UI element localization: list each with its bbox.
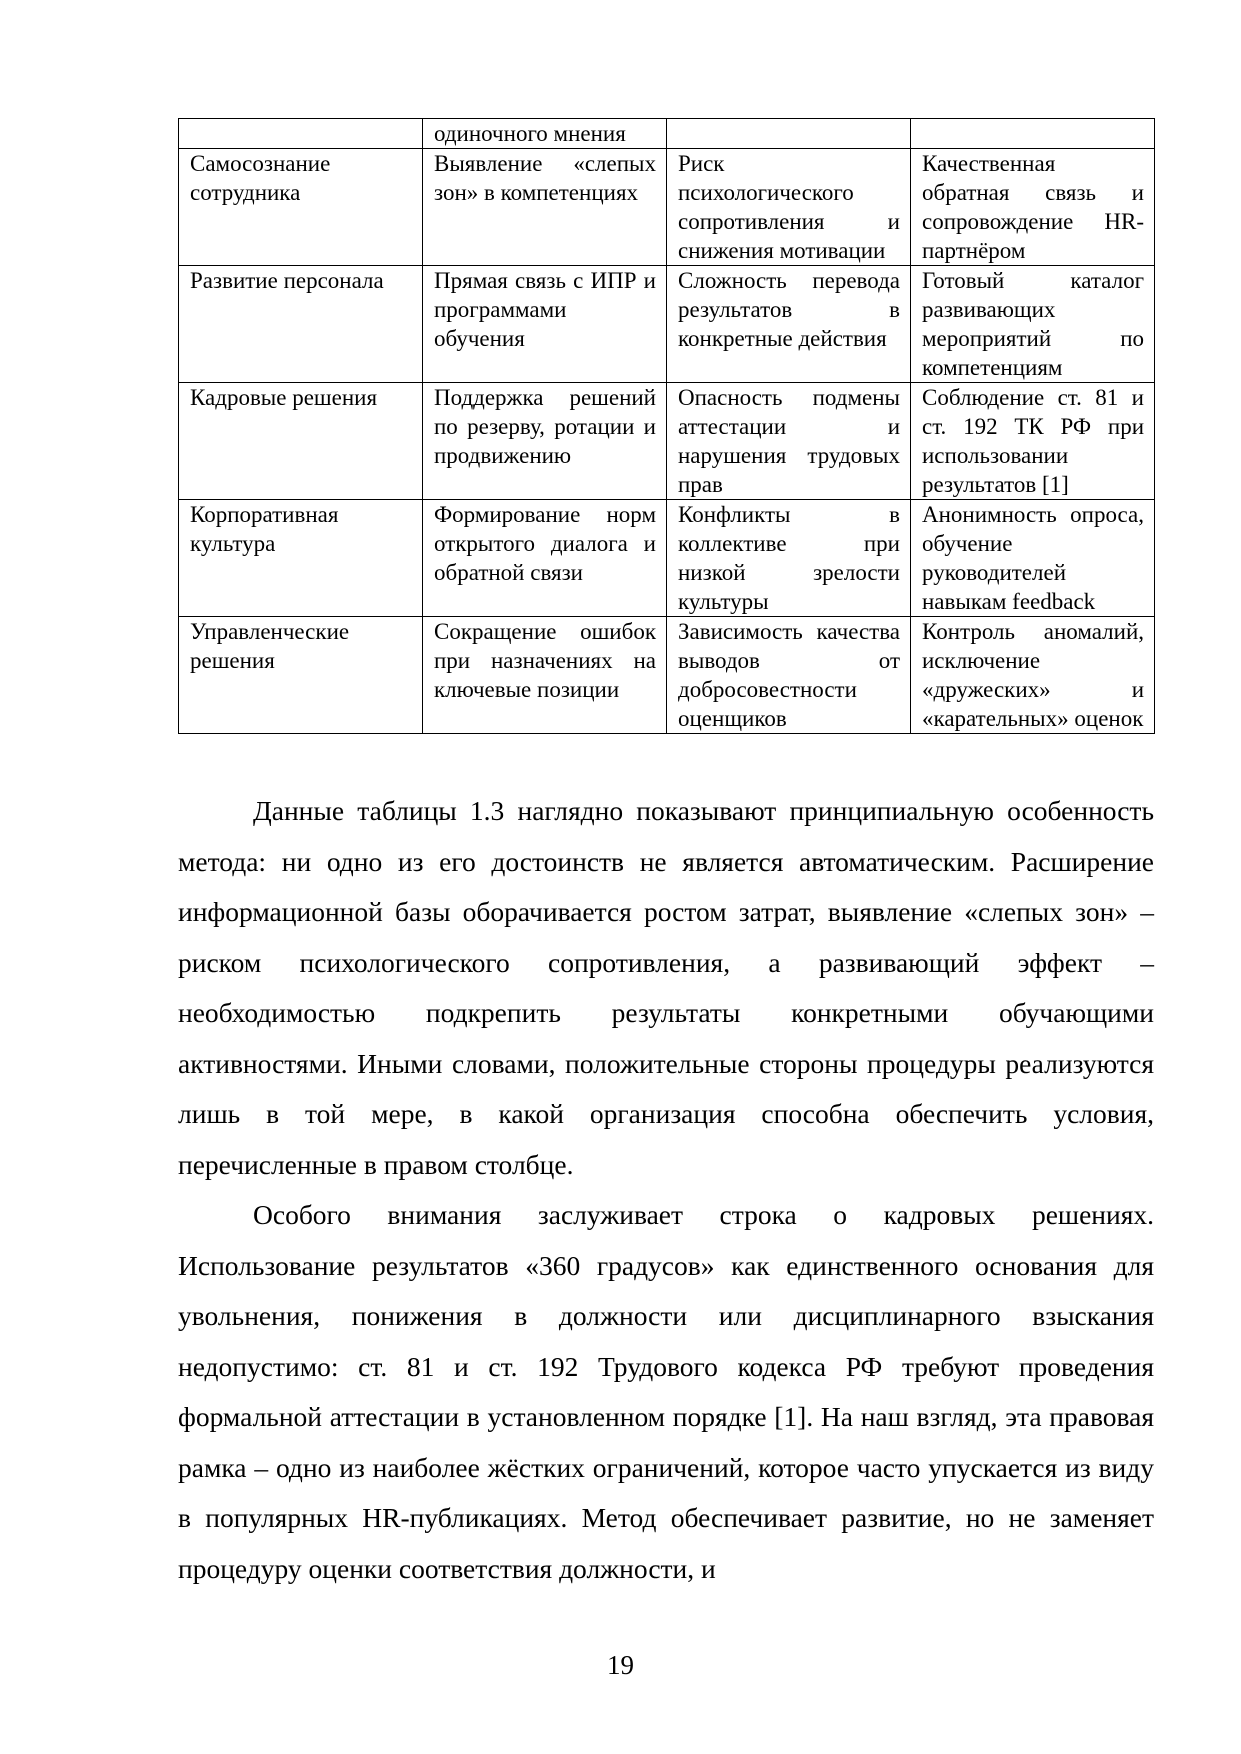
table-cell xyxy=(911,119,1155,149)
table-cell: Контроль аномалий, исключение «дружеских» и «карательных» оценок xyxy=(911,617,1155,734)
table-cell: Соблюдение ст. 81 и ст. 192 ТК РФ при использовании результатов [1] xyxy=(911,383,1155,500)
table-row xyxy=(179,500,1155,617)
table-cell: Готовый каталог развивающих мероприятий по компетенциям xyxy=(911,266,1155,383)
table-cell: Риск психологического сопротивления и снижения мотивации xyxy=(667,149,911,266)
table-cell: Сложность перевода результатов в конкретные действия xyxy=(667,266,911,383)
table-cell: одиночного мнения xyxy=(423,119,667,149)
table-cell: Формирование норм открытого диалога и обратной связи xyxy=(423,500,667,617)
table-cell: Управленческие решения xyxy=(179,617,423,734)
paragraph: Особого внимания заслуживает строка о кадровых решениях. Использование результатов «360 градусов» как единственного основания для увольнения, понижения в должности или дисциплинарного взыскания недопустимо: ст. 81 и ст. 192 Трудового кодекса РФ требуют проведения формальной аттестации в установленном порядке [1]. На наш взгляд, эта правовая рамка – одно из наиболее жёстких ограничений, которое часто упускается из виду в популярных HR-публикациях. Метод обеспечивает развитие, но не заменяет процедуру оценки соответствия должности, и xyxy=(178,1199,1154,1584)
paragraph: Данные таблицы 1.3 наглядно показывают принципиальную особенность метода: ни одно из его достоинств не является автоматическим. Расширение информационной базы оборачивается ростом затрат, выявление «слепых зон» – риском психологического сопротивления, а развивающий эффект – необходимостью подкрепить результаты конкретными обучающими активностями. Иными словами, положительные стороны процедуры реализуются лишь в той мере, в какой организация способна обеспечить условия, перечисленные в правом столбце. xyxy=(178,795,1154,1180)
pros-cons-table xyxy=(178,118,1155,734)
table-cell: Самосознание сотрудника xyxy=(179,149,423,266)
table-cell xyxy=(667,119,911,149)
table-cell: Конфликты в коллективе при низкой зрелости культуры xyxy=(667,500,911,617)
table-row xyxy=(179,383,1155,500)
table-cell: Кадровые решения xyxy=(179,383,423,500)
table-cell: Зависимость качества выводов от добросовестности оценщиков xyxy=(667,617,911,734)
table-cell xyxy=(179,119,423,149)
table-cell: Анонимность опроса, обучение руководителей навыкам feedback xyxy=(911,500,1155,617)
table-cell: Прямая связь с ИПР и программами обучения xyxy=(423,266,667,383)
table-row xyxy=(179,149,1155,266)
table-row xyxy=(179,119,1155,149)
table-cell: Сокращение ошибок при назначениях на ключевые позиции xyxy=(423,617,667,734)
table-cell: Корпоративная культура xyxy=(179,500,423,617)
table-cell: Развитие персонала xyxy=(179,266,423,383)
table-row xyxy=(179,617,1155,734)
table-row xyxy=(179,266,1155,383)
page-number: 19 xyxy=(607,1650,634,1680)
body-text xyxy=(178,786,1154,1594)
table-cell: Поддержка решений по резерву, ротации и продвижению xyxy=(423,383,667,500)
table-cell: Выявление «слепых зон» в компетенциях xyxy=(423,149,667,266)
table-cell: Опасность подмены аттестации и нарушения трудовых прав xyxy=(667,383,911,500)
table-cell: Качественная обратная связь и сопровождение HR-партнёром xyxy=(911,149,1155,266)
